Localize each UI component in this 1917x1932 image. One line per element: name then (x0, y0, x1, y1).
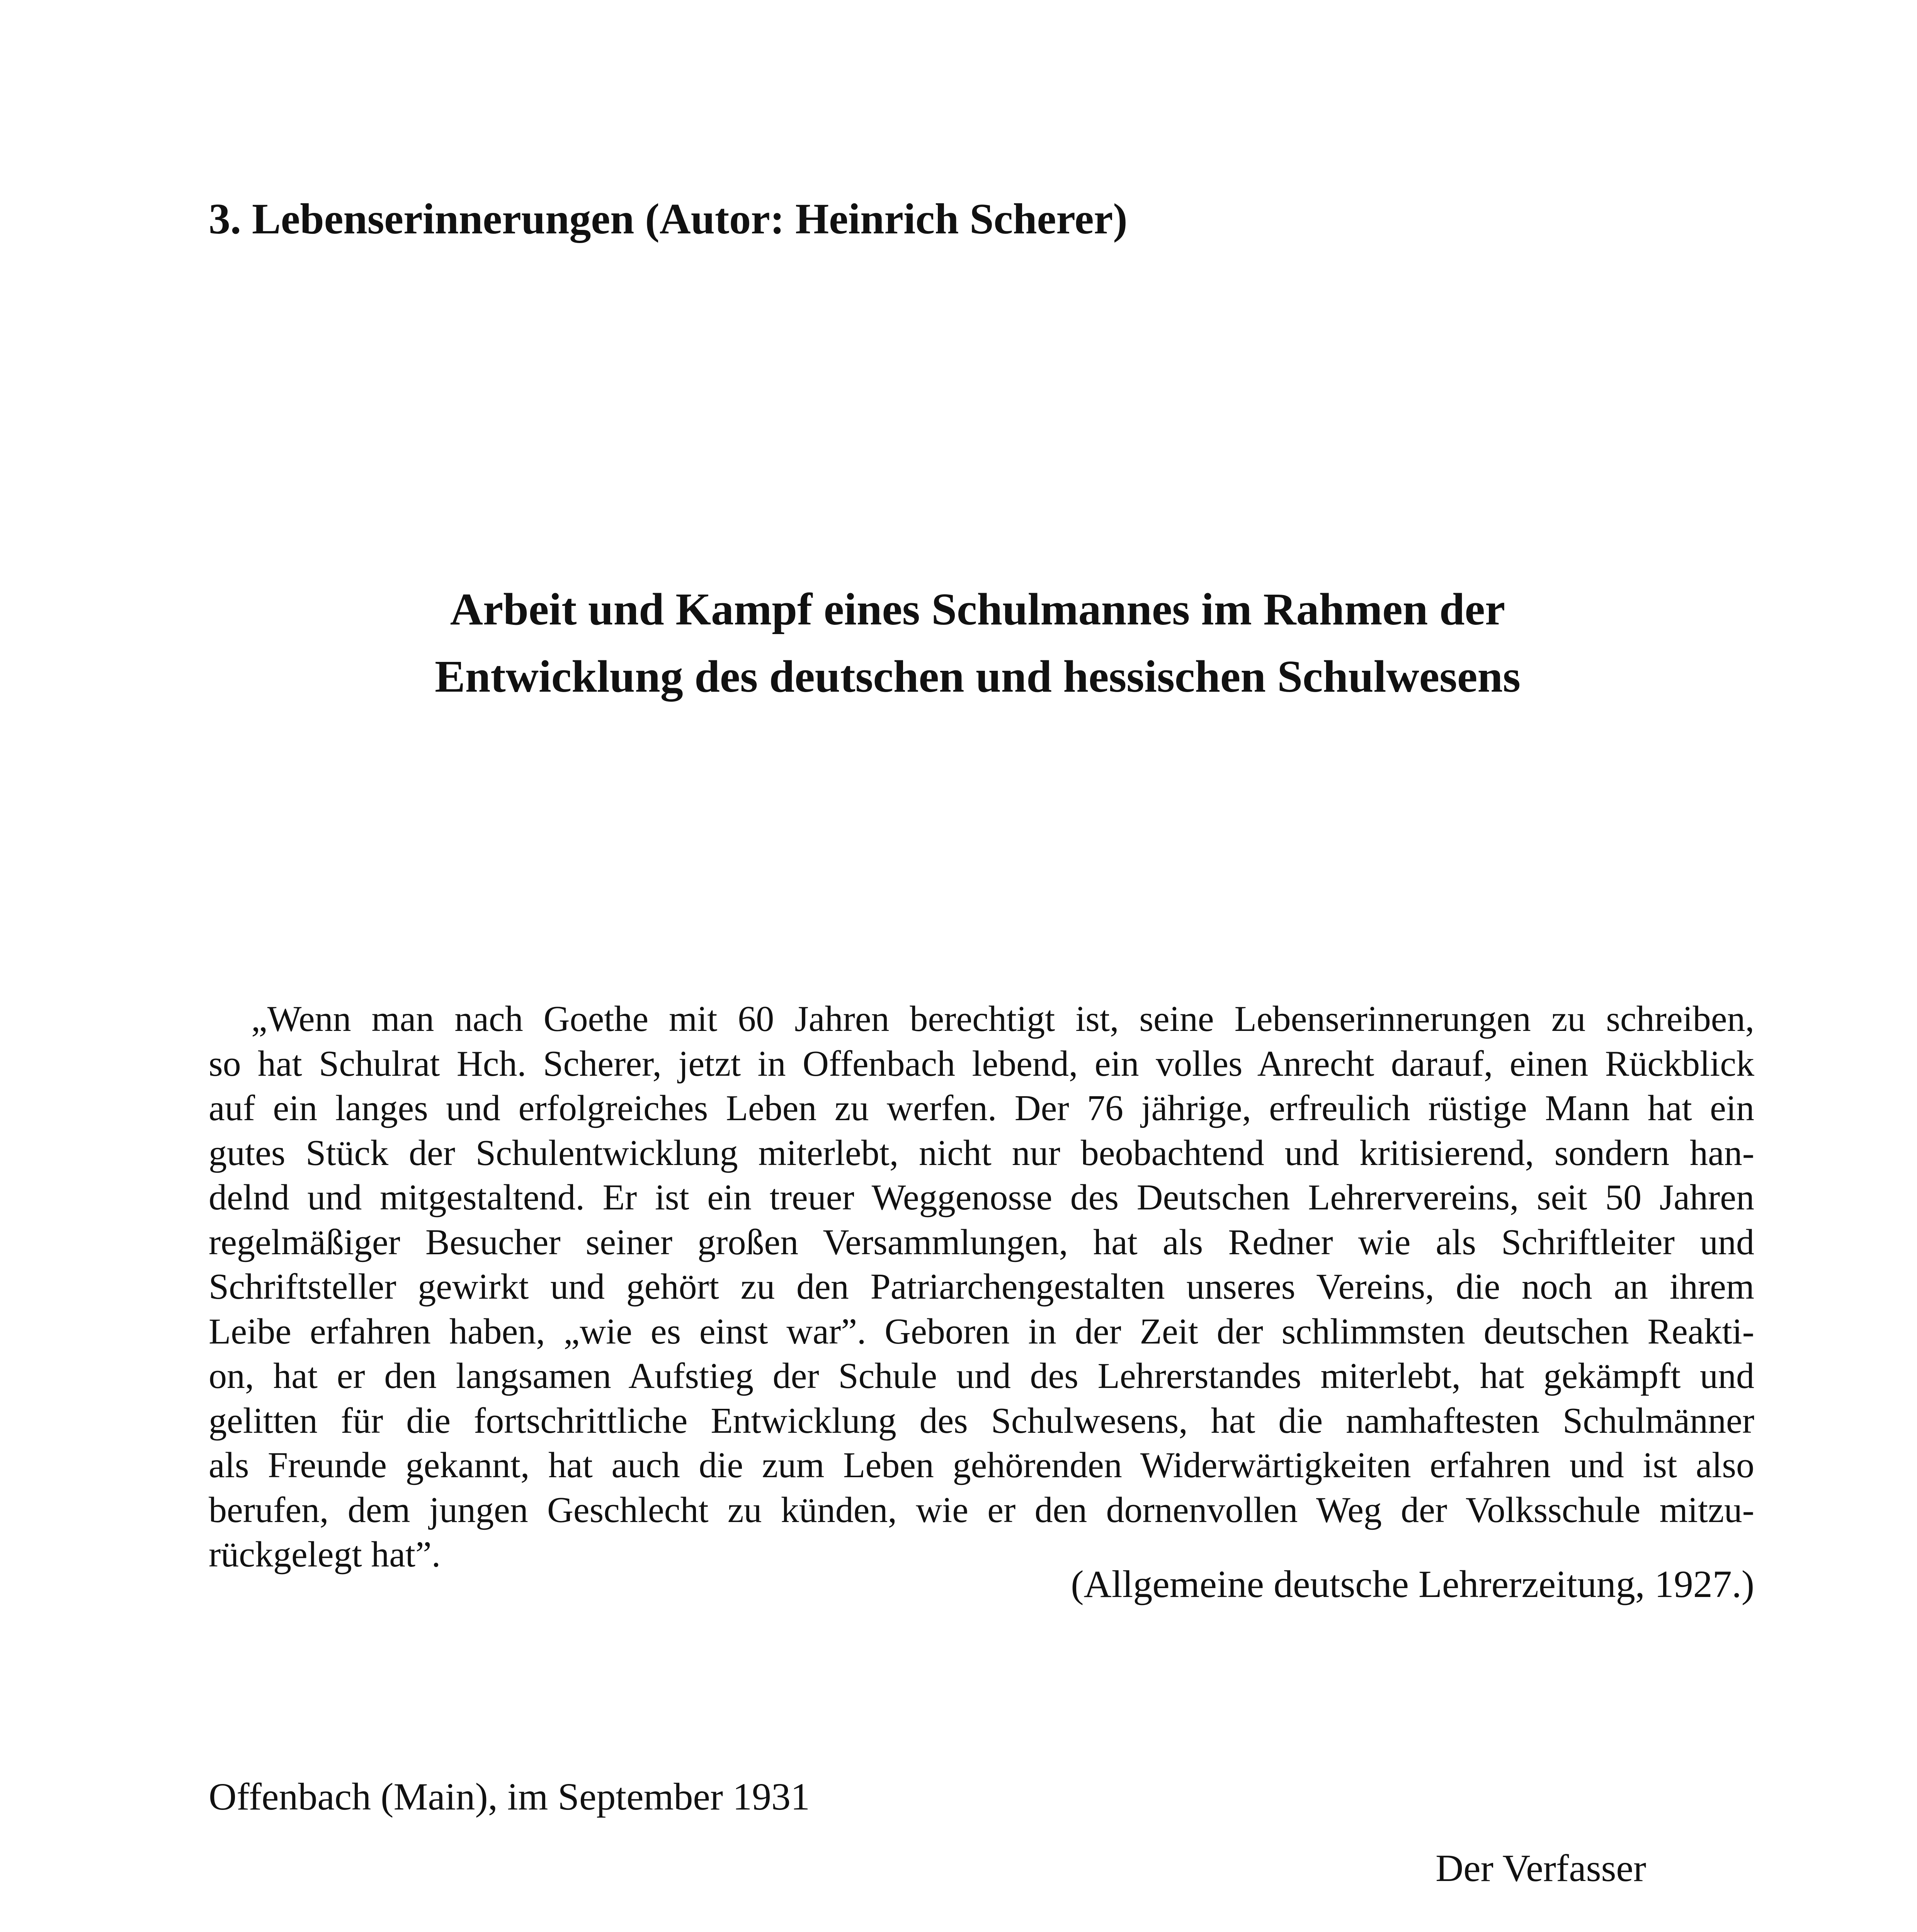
quote-line: delnd und mitgestaltend. Er ist ein treuer Weggenosse des Deutschen Lehrervereins, seit 50 Jahren (209, 1177, 1754, 1218)
quote-line: gelitten für die fortschrittliche Entwicklung des Schulwesens, hat die namhaftesten Schulmänner (209, 1400, 1754, 1441)
quote-line: Schriftsteller gewirkt und gehört zu den Patriarchengestalten unseres Vereins, die noch an ihrem (209, 1267, 1754, 1307)
quote-line: „Wenn man nach Goethe mit 60 Jahren berechtigt ist, seine Lebenserinnerungen zu schreiben, (251, 999, 1754, 1039)
place-date: Offenbach (Main), im September 1931 (209, 1775, 810, 1818)
quote-line: so hat Schulrat Hch. Scherer, jetzt in Offenbach lebend, ein volles Anrecht darauf, einen Rückblick (209, 1043, 1754, 1084)
quote-line: berufen, dem jungen Geschlecht zu künden, wie er den dornenvollen Weg der Volksschule mitzu- (209, 1490, 1754, 1530)
quote-line: auf ein langes und erfolgreiches Leben zu werfen. Der 76 jährige, erfreulich rüstige Mann hat ein (209, 1088, 1754, 1128)
quote-line: regelmäßiger Besucher seiner großen Versammlungen, hat als Redner wie als Schriftleiter und (209, 1222, 1754, 1262)
quote-line: on, hat er den langsamen Aufstieg der Schule und des Lehrerstandes miterlebt, hat gekämpft und (209, 1356, 1754, 1396)
quote-line: gutes Stück der Schulentwicklung miterlebt, nicht nur beobachtend und kritisierend, sondern han- (209, 1133, 1754, 1173)
main-title-line-2: Entwicklung des deutschen und hessischen Schulwesens (435, 651, 1521, 702)
quote-line: als Freunde gekannt, hat auch die zum Leben gehörenden Widerwärtigkeiten erfahren und ist also (209, 1445, 1754, 1485)
quote-line: rückgelegt hat”. (209, 1534, 441, 1575)
quote-line: Leibe erfahren haben, „wie es einst war”. Geboren in der Zeit der schlimmsten deutschen Reakti- (209, 1311, 1754, 1352)
quote-paragraph (209, 997, 1754, 1577)
section-heading: 3. Lebenserinnerungen (Autor: Heinrich Scherer) (209, 195, 1128, 243)
main-title-line-1: Arbeit und Kampf eines Schulmannes im Rahmen der (450, 584, 1505, 634)
author-signature: Der Verfasser (1436, 1847, 1647, 1889)
quote-source: (Allgemeine deutsche Lehrerzeitung, 1927.) (1071, 1563, 1754, 1605)
main-title (209, 576, 1747, 710)
